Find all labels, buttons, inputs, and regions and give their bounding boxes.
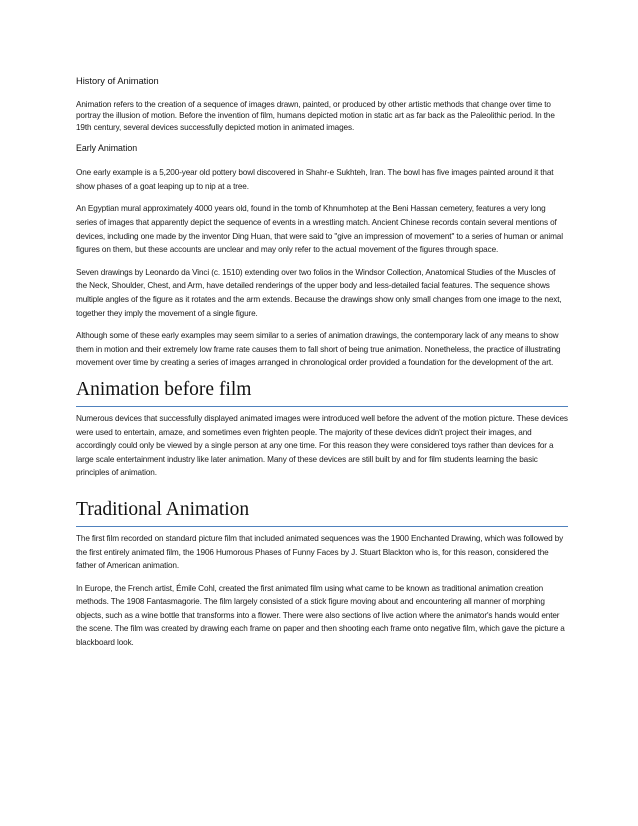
early-paragraph-4: Although some of these early examples may seem similar to a series of animation drawings, the contemporary lack of any means to show them in motion and their extremely low frame rate causes them to fall short of being true animation. Nonetheless, the practice of illustrating movement over time by creating a series of images arranged in chronological order provided a foundation for the development of the art. <box>76 331 561 368</box>
animation-before-film-heading: Animation before film <box>76 379 568 407</box>
before-film-paragraph: Numerous devices that successfully displayed animated images were introduced well before the advent of the motion picture. These devices were used to entertain, amaze, and sometimes even frighten people. The majority of these devices didn't project their images, and accordingly could only be viewed by a single person at any one time. For this reason they were considered toys rather than devices for a large scale entertainment industry like later animation. Many of these devices are still built by and for film students learning the basic principles of animation. <box>76 413 568 478</box>
document-body <box>76 74 568 659</box>
early-paragraph-3: Seven drawings by Leonardo da Vinci (c. 1510) extending over two folios in the Windsor Collection, Anatomical Studies of the Muscles of the Neck, Shoulder, Chest, and Arm, have detailed renderings of the upper body and less-detailed facial features. The sequence shows multiple angles of the figure as it rotates and the arm extends. Because the drawings show only small changes from one image to the next, together they imply the movement of a single figure. <box>76 267 562 318</box>
traditional-animation-heading: Traditional Animation <box>76 499 568 527</box>
early-paragraph-1: One early example is a 5,200-year old pottery bowl discovered in Shahr-e Sukhteh, Iran. The bowl has five images painted around it that show phases of a goat leaping up to nip at a tree. <box>76 168 554 191</box>
traditional-paragraph-2: In Europe, the French artist, Émile Cohl, created the first animated film using what came to be known as traditional animation creation methods. The 1908 Fantasmagorie. The film largely consisted of a stick figure moving about and encountering all manner of morphing objects, such as a wine bottle that transforms into a flower. There were also sections of live action where the animator's hands would enter the scene. The film was created by drawing each frame on paper and then shooting each frame onto negative film, which gave the picture a blackboard look. <box>76 583 565 648</box>
early-paragraph-2: An Egyptian mural approximately 4000 years old, found in the tomb of Khnumhotep at the Beni Hassan cemetery, features a very long series of images that apparently depict the sequence of events in a wrestling match. Ancient Chinese records contain several mentions of devices, including one made by the inventor Ding Huan, that were said to "give an impression of movement" to a series of human or animal figures on them, but these accounts are unclear and may only refer to the actual movement of the figures through space. <box>76 204 563 255</box>
early-animation-heading: Early Animation <box>76 143 138 154</box>
traditional-paragraph-1: The first film recorded on standard picture film that included animated sequences was the 1900 Enchanted Drawing, which was followed by the first entirely animated film, the 1906 Humorous Phases of Funny Faces by J. Stuart Blackton who is, for this reason, considered the father of American animation. <box>76 533 564 571</box>
intro-paragraph: Animation refers to the creation of a sequence of images drawn, painted, or produced by other artistic methods that change over time to portray the illusion of motion. Before the invention of film, humans depicted motion in static art as far back as the Paleolithic period. In the 19th century, several devices successfully depicted motion in animated images. <box>76 100 555 132</box>
document-title: History of Animation <box>76 76 159 86</box>
